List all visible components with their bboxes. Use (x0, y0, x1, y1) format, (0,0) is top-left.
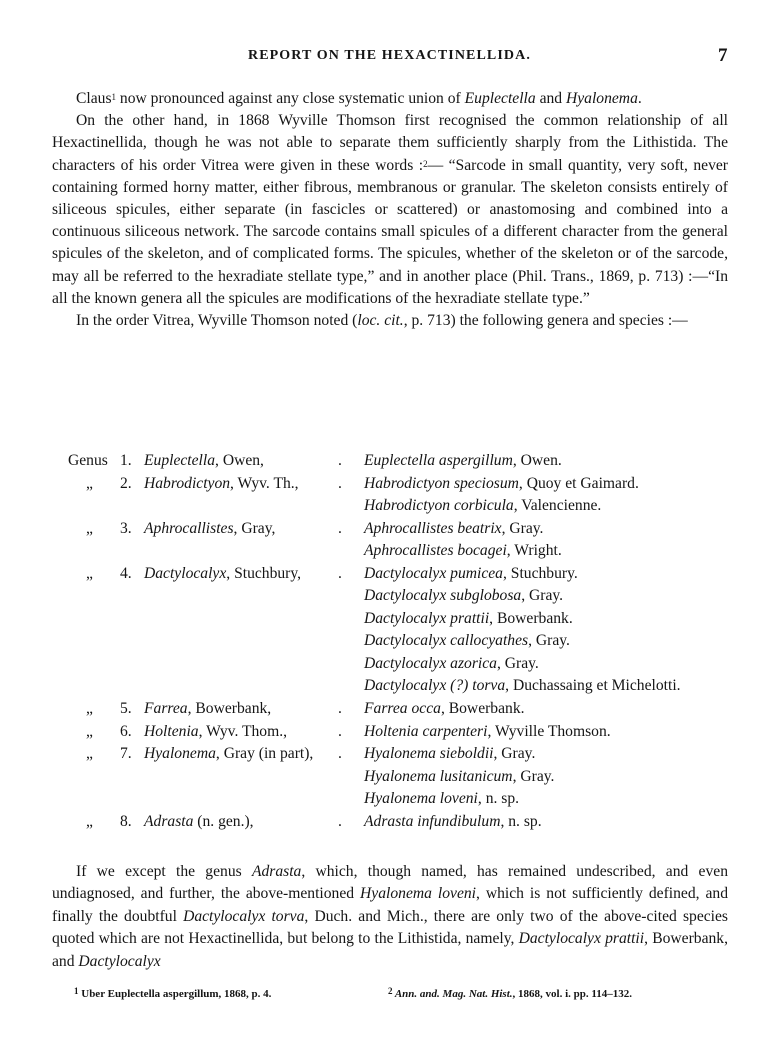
species-name: Dactylocalyx subglobosa (364, 587, 522, 605)
genus-entry (144, 811, 254, 834)
footnote-2: $^2$ Ann. and. Mag. Nat. Hist., 1868, vol. i. pp. 114–132. (388, 986, 633, 1000)
genus-number: 4. (120, 564, 132, 582)
species-row (52, 653, 732, 676)
species-name: Adrasta infundibulum (364, 812, 501, 830)
genus-label: Genus (68, 452, 108, 469)
genus-name: Farrea (144, 700, 188, 718)
leader-dot: . (338, 474, 342, 492)
species-row (52, 540, 732, 563)
genus-number: 5. (120, 700, 132, 718)
genus-row (52, 721, 732, 744)
species-entry (364, 563, 578, 586)
paragraph-vitrea: In the order Vitrea, Wyville Thomson noted (loc. cit., p. 713) the following genera and species :— (76, 312, 688, 330)
species-author: , Wyville Thomson. (487, 722, 611, 740)
species-entry (364, 585, 563, 608)
species-name: Aphrocallistes bocagei (364, 542, 507, 560)
genus-name: Euplectella (144, 452, 216, 469)
genus-number: 1. (120, 452, 132, 469)
genus-number: 2. (120, 474, 132, 492)
paragraph-except: If we except the genus Adrasta, which, though named, has remained undescribed, and even undiagnosed, and further, the above-mentioned Hyalonema loveni, which is not sufficiently defined, and finally the doubtful Dactylocalyx torva, Duch. and Mich., there are only two of the above-cited species quoted which are not Hexactinellida, but belong to the Lithistida, namely, Dactylocalyx prattii, Bowerbank, and Dactylocalyx (52, 863, 728, 970)
species-name: Farrea occa (364, 700, 441, 718)
species-entry (364, 473, 639, 496)
species-entry (364, 450, 562, 473)
species-author: , Bowerbank. (440, 700, 525, 718)
genus-entry (144, 518, 275, 541)
genus-name: Dactylocalyx (144, 564, 227, 582)
genus-entry (144, 450, 264, 473)
species-author: , Gray. (496, 654, 539, 672)
species-author: , Gray. (493, 745, 536, 763)
species-name: Euplectella aspergillum (364, 452, 513, 469)
species-name: Hyalonema lusitanicum (364, 767, 513, 785)
genus-number: 8. (120, 812, 132, 830)
genus-name: Hyalonema (144, 745, 216, 763)
species-entry (364, 653, 539, 676)
genus-entry (144, 473, 299, 496)
genus-entry (144, 743, 313, 766)
species-author: , Gray. (512, 767, 555, 785)
genus-author: , Gray, (233, 519, 276, 537)
running-title: REPORT ON THE HEXACTINELLIDA. (248, 48, 531, 63)
ditto-mark: „ (86, 564, 93, 582)
species-name: Dactylocalyx prattii (364, 609, 490, 627)
species-author: , Stuchbury. (502, 564, 578, 582)
species-name: Hyalonema loveni (364, 790, 478, 808)
leader-dot: . (338, 519, 342, 537)
closing-text (52, 861, 728, 973)
species-entry (364, 675, 681, 698)
species-name: Hyalonema sieboldii (364, 745, 494, 763)
species-entry (364, 608, 573, 631)
species-row (52, 630, 732, 653)
species-entry (364, 721, 611, 744)
genus-number: 7. (120, 745, 132, 763)
species-author: , n. sp. (477, 790, 520, 808)
footnote-ref-1: 1 (111, 92, 117, 102)
ditto-mark: „ (86, 519, 93, 537)
genus-author: , Gray (in part), (215, 745, 314, 763)
species-name: Habrodictyon corbicula (364, 497, 514, 515)
species-row (52, 585, 732, 608)
species-name: Dactylocalyx pumicea (364, 564, 503, 582)
species-author: , Owen. (512, 452, 562, 469)
species-author: , Duchassaing et Michelotti. (505, 677, 681, 695)
genus-author: , Owen, (215, 452, 264, 469)
species-entry (364, 766, 554, 789)
genus-author: , Wyv. Th., (230, 474, 299, 492)
genus-entry (144, 721, 287, 744)
species-author: , Gray. (501, 519, 544, 537)
genus-name: Habrodictyon (144, 474, 231, 492)
genus-row (52, 518, 732, 541)
species-name: Habrodictyon speciosum (364, 474, 519, 492)
genus-row (52, 473, 732, 496)
genus-row (52, 563, 732, 586)
species-row (52, 675, 732, 698)
ditto-mark: „ (86, 812, 93, 830)
genus-name: Adrasta (144, 812, 194, 830)
species-entry (364, 788, 519, 811)
species-entry (364, 540, 562, 563)
genus-entry (144, 563, 301, 586)
species-row (52, 788, 732, 811)
paragraph-thomson: On the other hand, in 1868 Wyville Thomson first recognised the common relationship of all Hexactinellida, though he was not able to separate them sufficiently sharply from the Lithistida. The characters of his order Vitrea were given in these words :$^2$— “Sarcode in small quantity, very soft, never containing formed horny matter, either fibrous, membranous or granular. The skeleton consists entirely of siliceous spicules, either separate (in fascicles or scattered) or anastomosing and combined into a continuous siliceous network. The sarcode contains small spicules of a different character from the general spicules of the skeleton, and of complicated forms. The spicules, whether of the skeleton or of the sarcode, may all be referred to the hexradiate stellate type,” and in another place (Phil. Trans., 1869, p. 713) :—“In all the known genera all the spicules are modifications of the hexradiate stellate type.” (52, 112, 728, 307)
species-entry (364, 495, 601, 518)
species-name: Dactylocalyx (?) torva (364, 677, 506, 695)
leader-dot: . (338, 745, 342, 763)
species-author: , Gray. (528, 632, 570, 650)
genus-number: 6. (120, 722, 132, 740)
species-author: , n. sp. (500, 812, 542, 830)
species-entry (364, 811, 542, 834)
genus-name: Holtenia (144, 722, 199, 740)
leader-dot: . (338, 564, 342, 582)
page-header (0, 45, 776, 70)
page-number: 7 (718, 45, 728, 66)
genus-entry (144, 698, 271, 721)
genus-author: (n. gen.), (193, 812, 254, 830)
species-entry (364, 630, 570, 653)
species-name: Dactylocalyx azorica (364, 654, 497, 672)
ditto-mark: „ (86, 700, 93, 718)
genus-author: , Bowerbank, (187, 700, 272, 718)
genus-row (52, 743, 732, 766)
genera-species-list (52, 450, 732, 833)
species-author: , Wright. (506, 542, 562, 560)
leader-dot: . (338, 700, 342, 718)
species-name: Dactylocalyx callocyathes (364, 632, 529, 650)
species-entry (364, 698, 525, 721)
genus-author: , Stuchbury, (226, 564, 302, 582)
genus-row (52, 698, 732, 721)
leader-dot: . (338, 452, 342, 469)
species-author: , Valencienne. (513, 497, 602, 515)
ditto-mark: „ (86, 745, 93, 763)
species-row (52, 495, 732, 518)
genus-row (52, 450, 732, 473)
footnote-ref-2: 2 (423, 158, 428, 169)
genus-number: 3. (120, 519, 132, 537)
species-entry (364, 518, 543, 541)
ditto-mark: „ (86, 722, 93, 740)
species-author: , Bowerbank. (489, 609, 573, 627)
ditto-mark: „ (86, 474, 93, 492)
species-entry (364, 743, 535, 766)
genus-row (52, 811, 732, 834)
species-author: , Gray. (521, 587, 564, 605)
body-text (52, 88, 728, 332)
genus-author: , Wyv. Thom., (198, 722, 288, 740)
species-row (52, 608, 732, 631)
paragraph-claus: Claus$^1$ now pronounced against any close systematic union of Euplectella and Hyalonema. (76, 90, 642, 107)
species-name: Holtenia carpenteri (364, 722, 488, 740)
species-name: Aphrocallistes beatrix (364, 519, 502, 537)
species-row (52, 766, 732, 789)
footnote-1: $^1$ Uber Euplectella aspergillum, 1868, p. 4. (74, 986, 272, 1000)
leader-dot: . (338, 812, 342, 830)
species-author: , Quoy et Gaimard. (518, 474, 639, 492)
leader-dot: . (338, 722, 342, 740)
genus-name: Aphrocallistes (144, 519, 234, 537)
